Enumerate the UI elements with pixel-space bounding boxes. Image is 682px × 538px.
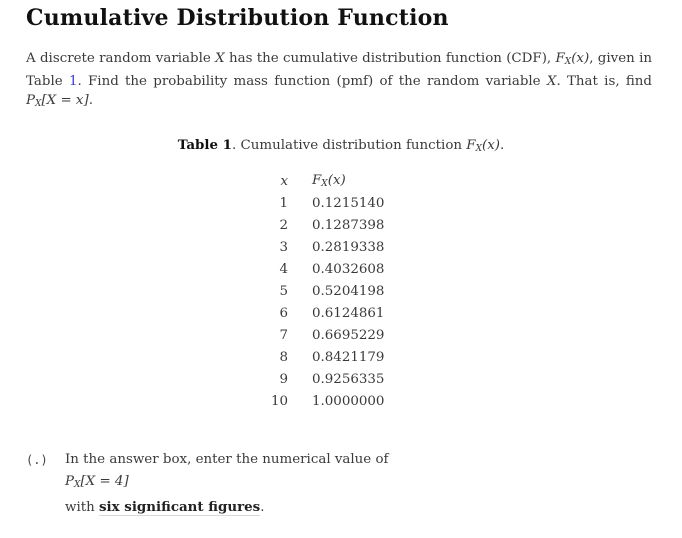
- problem-statement: [26, 49, 652, 114]
- question-line-3-post: .: [260, 500, 265, 515]
- cell-x: 9: [279, 371, 288, 387]
- pmf-argument: [X = x]: [41, 93, 89, 108]
- question-line-3: [65, 496, 645, 519]
- expr-argument: [X = 4]: [80, 474, 129, 489]
- page-title: Cumulative Distribution Function: [26, 5, 449, 31]
- intro-text-2: has the cumulative distribution function (CDF),: [224, 51, 556, 66]
- cell-x: 3: [279, 239, 288, 255]
- cdf-symbol: F: [555, 51, 565, 66]
- cell-fx: 0.2819338: [312, 239, 385, 255]
- table-row: [262, 368, 412, 390]
- intro-text-5: . That is, find: [556, 74, 652, 89]
- cell-fx: 0.4032608: [312, 261, 385, 277]
- question-marker: (.): [26, 453, 48, 467]
- question-body: [65, 449, 645, 519]
- table-caption-subscript: X: [475, 144, 483, 154]
- header-fx-symbol: F: [312, 173, 322, 188]
- table-header-row: [262, 170, 412, 192]
- table-caption: [0, 137, 682, 154]
- cell-fx: 0.6124861: [312, 305, 385, 321]
- table-row: [262, 236, 412, 258]
- cell-x: 6: [279, 305, 288, 321]
- expr-subscript: X: [74, 480, 81, 490]
- cell-x: 7: [279, 327, 288, 343]
- intro-text-4: . Find the probability mass function (pmf) of the random variable: [77, 74, 547, 89]
- cell-x: 1: [279, 195, 288, 211]
- cdf-table: [262, 170, 412, 412]
- table-row: [262, 258, 412, 280]
- question-line-1: In the answer box, enter the numerical value of: [65, 452, 389, 467]
- cell-x: 8: [279, 349, 288, 365]
- pmf-symbol: P: [26, 93, 36, 108]
- table-caption-symbol: F: [466, 138, 476, 153]
- table-row: [262, 214, 412, 236]
- table-row: [262, 346, 412, 368]
- header-x: x: [280, 173, 288, 189]
- table-caption-text: . Cumulative distribution function: [232, 138, 467, 153]
- header-fx-argument: (x): [327, 173, 346, 188]
- table-caption-end: .: [500, 138, 505, 153]
- cell-fx: 0.1215140: [312, 195, 385, 211]
- cell-x: 10: [270, 393, 288, 409]
- table-reference-link[interactable]: 1: [68, 74, 78, 89]
- question-line-3-pre: with: [65, 500, 100, 515]
- table-caption-label: Table 1: [177, 137, 232, 153]
- intro-text-6: .: [88, 93, 93, 108]
- table-row: [262, 390, 412, 412]
- table-caption-argument: (x): [482, 138, 501, 153]
- cell-fx: 0.1287398: [312, 217, 385, 233]
- header-fx-subscript: X: [321, 179, 328, 189]
- pmf-subscript: X: [35, 99, 42, 109]
- table-row: [262, 280, 412, 302]
- cell-fx: 0.9256335: [312, 371, 385, 387]
- cell-fx: 0.5204198: [312, 283, 385, 299]
- intro-text-3: , given in Table: [26, 51, 652, 89]
- cell-x: 2: [279, 217, 288, 233]
- intro-text-1: A discrete random variable: [26, 51, 216, 66]
- cdf-subscript: X: [564, 57, 572, 67]
- table-row: [262, 324, 412, 346]
- question-expression: [65, 471, 645, 496]
- cell-x: 4: [279, 261, 288, 277]
- var-x: X: [215, 51, 225, 66]
- cell-fx: 0.8421179: [312, 349, 385, 365]
- table-row: [262, 302, 412, 324]
- header-fx: [312, 170, 412, 192]
- significant-figures-emphasis: six significant figures: [99, 499, 261, 515]
- cdf-argument: (x): [571, 51, 590, 66]
- table-row: [262, 192, 412, 214]
- cell-fx: 1.0000000: [312, 393, 385, 409]
- cell-x: 5: [279, 283, 288, 299]
- var-x-2: X: [546, 74, 557, 89]
- expr-symbol: P: [65, 474, 75, 489]
- cell-fx: 0.6695229: [312, 327, 385, 343]
